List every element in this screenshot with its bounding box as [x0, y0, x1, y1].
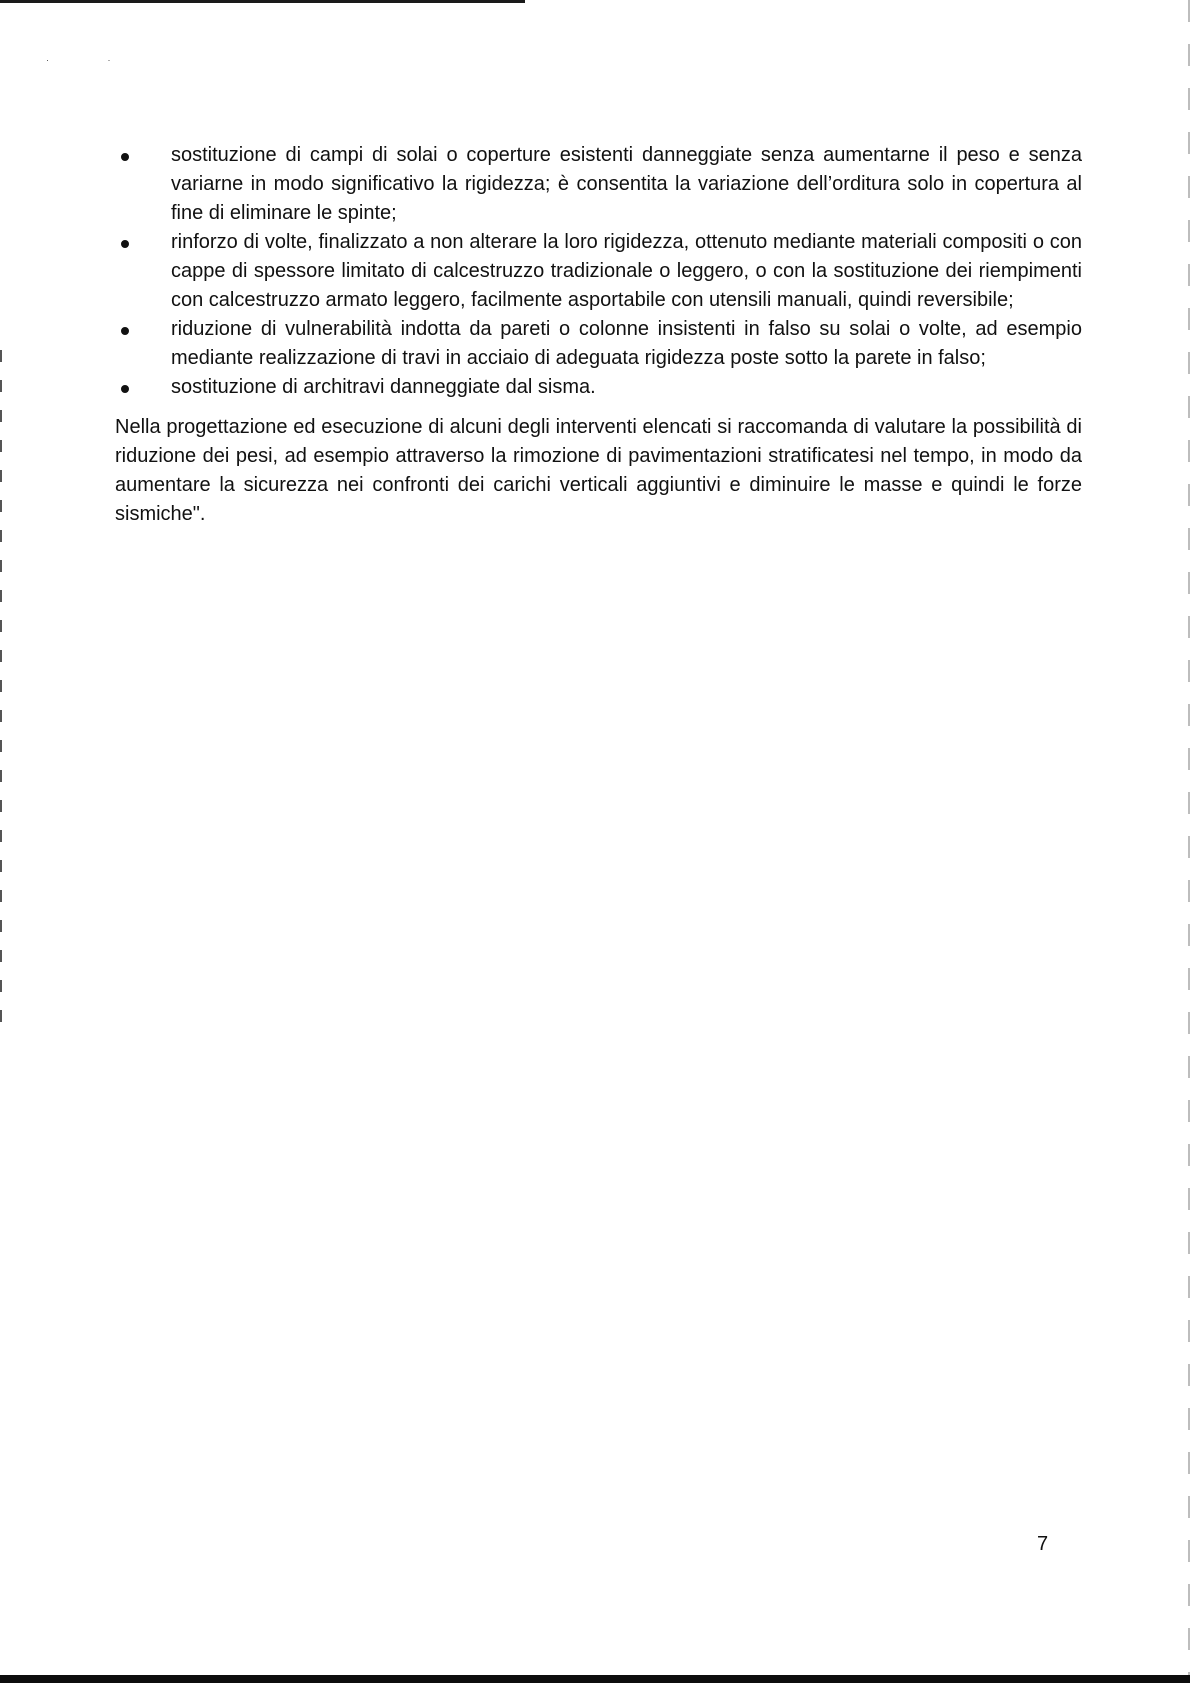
- page-body: [115, 141, 1082, 529]
- scan-edge-left: [0, 350, 2, 1030]
- bullet-item: [115, 141, 1082, 228]
- bullet-item: [115, 373, 1082, 402]
- scan-marks: · ·: [46, 55, 139, 65]
- bullet-text: sostituzione di architravi danneggiate dal sisma.: [171, 376, 596, 398]
- bullet-dot-icon: [121, 327, 129, 335]
- bullet-item: [115, 228, 1082, 315]
- bullet-dot-icon: [121, 385, 129, 393]
- bullet-text: riduzione di vulnerabilità indotta da pareti o colonne insistenti in falso su solai o volte, ad esempio mediante realizzazione di travi in acciaio di adeguata rigidezza poste sotto la parete in falso;: [171, 318, 1082, 369]
- bullet-dot-icon: [121, 240, 129, 248]
- bullet-text: sostituzione di campi di solai o coperture esistenti danneggiate senza aumentarne il peso e senza variarne in modo significativo la rigidezza; è consentita la variazione dell’orditura solo in copertura al fine di eliminare le spinte;: [171, 144, 1082, 224]
- bullet-dot-icon: [121, 153, 129, 161]
- bullet-list: [115, 141, 1082, 402]
- bullet-text: rinforzo di volte, finalizzato a non alterare la loro rigidezza, ottenuto mediante materiali compositi o con cappe di spessore limitato di calcestruzzo tradizionale o leggero, o con la sostituzione dei riempimenti con calcestruzzo armato leggero, facilmente asportabile con utensili manuali, quindi reversibile;: [171, 231, 1082, 311]
- bullet-item: [115, 315, 1082, 373]
- page-number: 7: [1037, 1533, 1049, 1555]
- scan-edge-bottom: [0, 1675, 1190, 1683]
- scan-edge-top: [0, 0, 525, 3]
- body-paragraph: Nella progettazione ed esecuzione di alcuni degli interventi elencati si raccomanda di valutare la possibilità di riduzione dei pesi, ad esempio attraverso la rimozione di pavimentazioni stratificatesi nel tempo, in modo da aumentare la sicurezza nei confronti dei carichi verticali aggiuntivi e diminuire le masse e quindi le forze sismiche".: [115, 416, 1082, 525]
